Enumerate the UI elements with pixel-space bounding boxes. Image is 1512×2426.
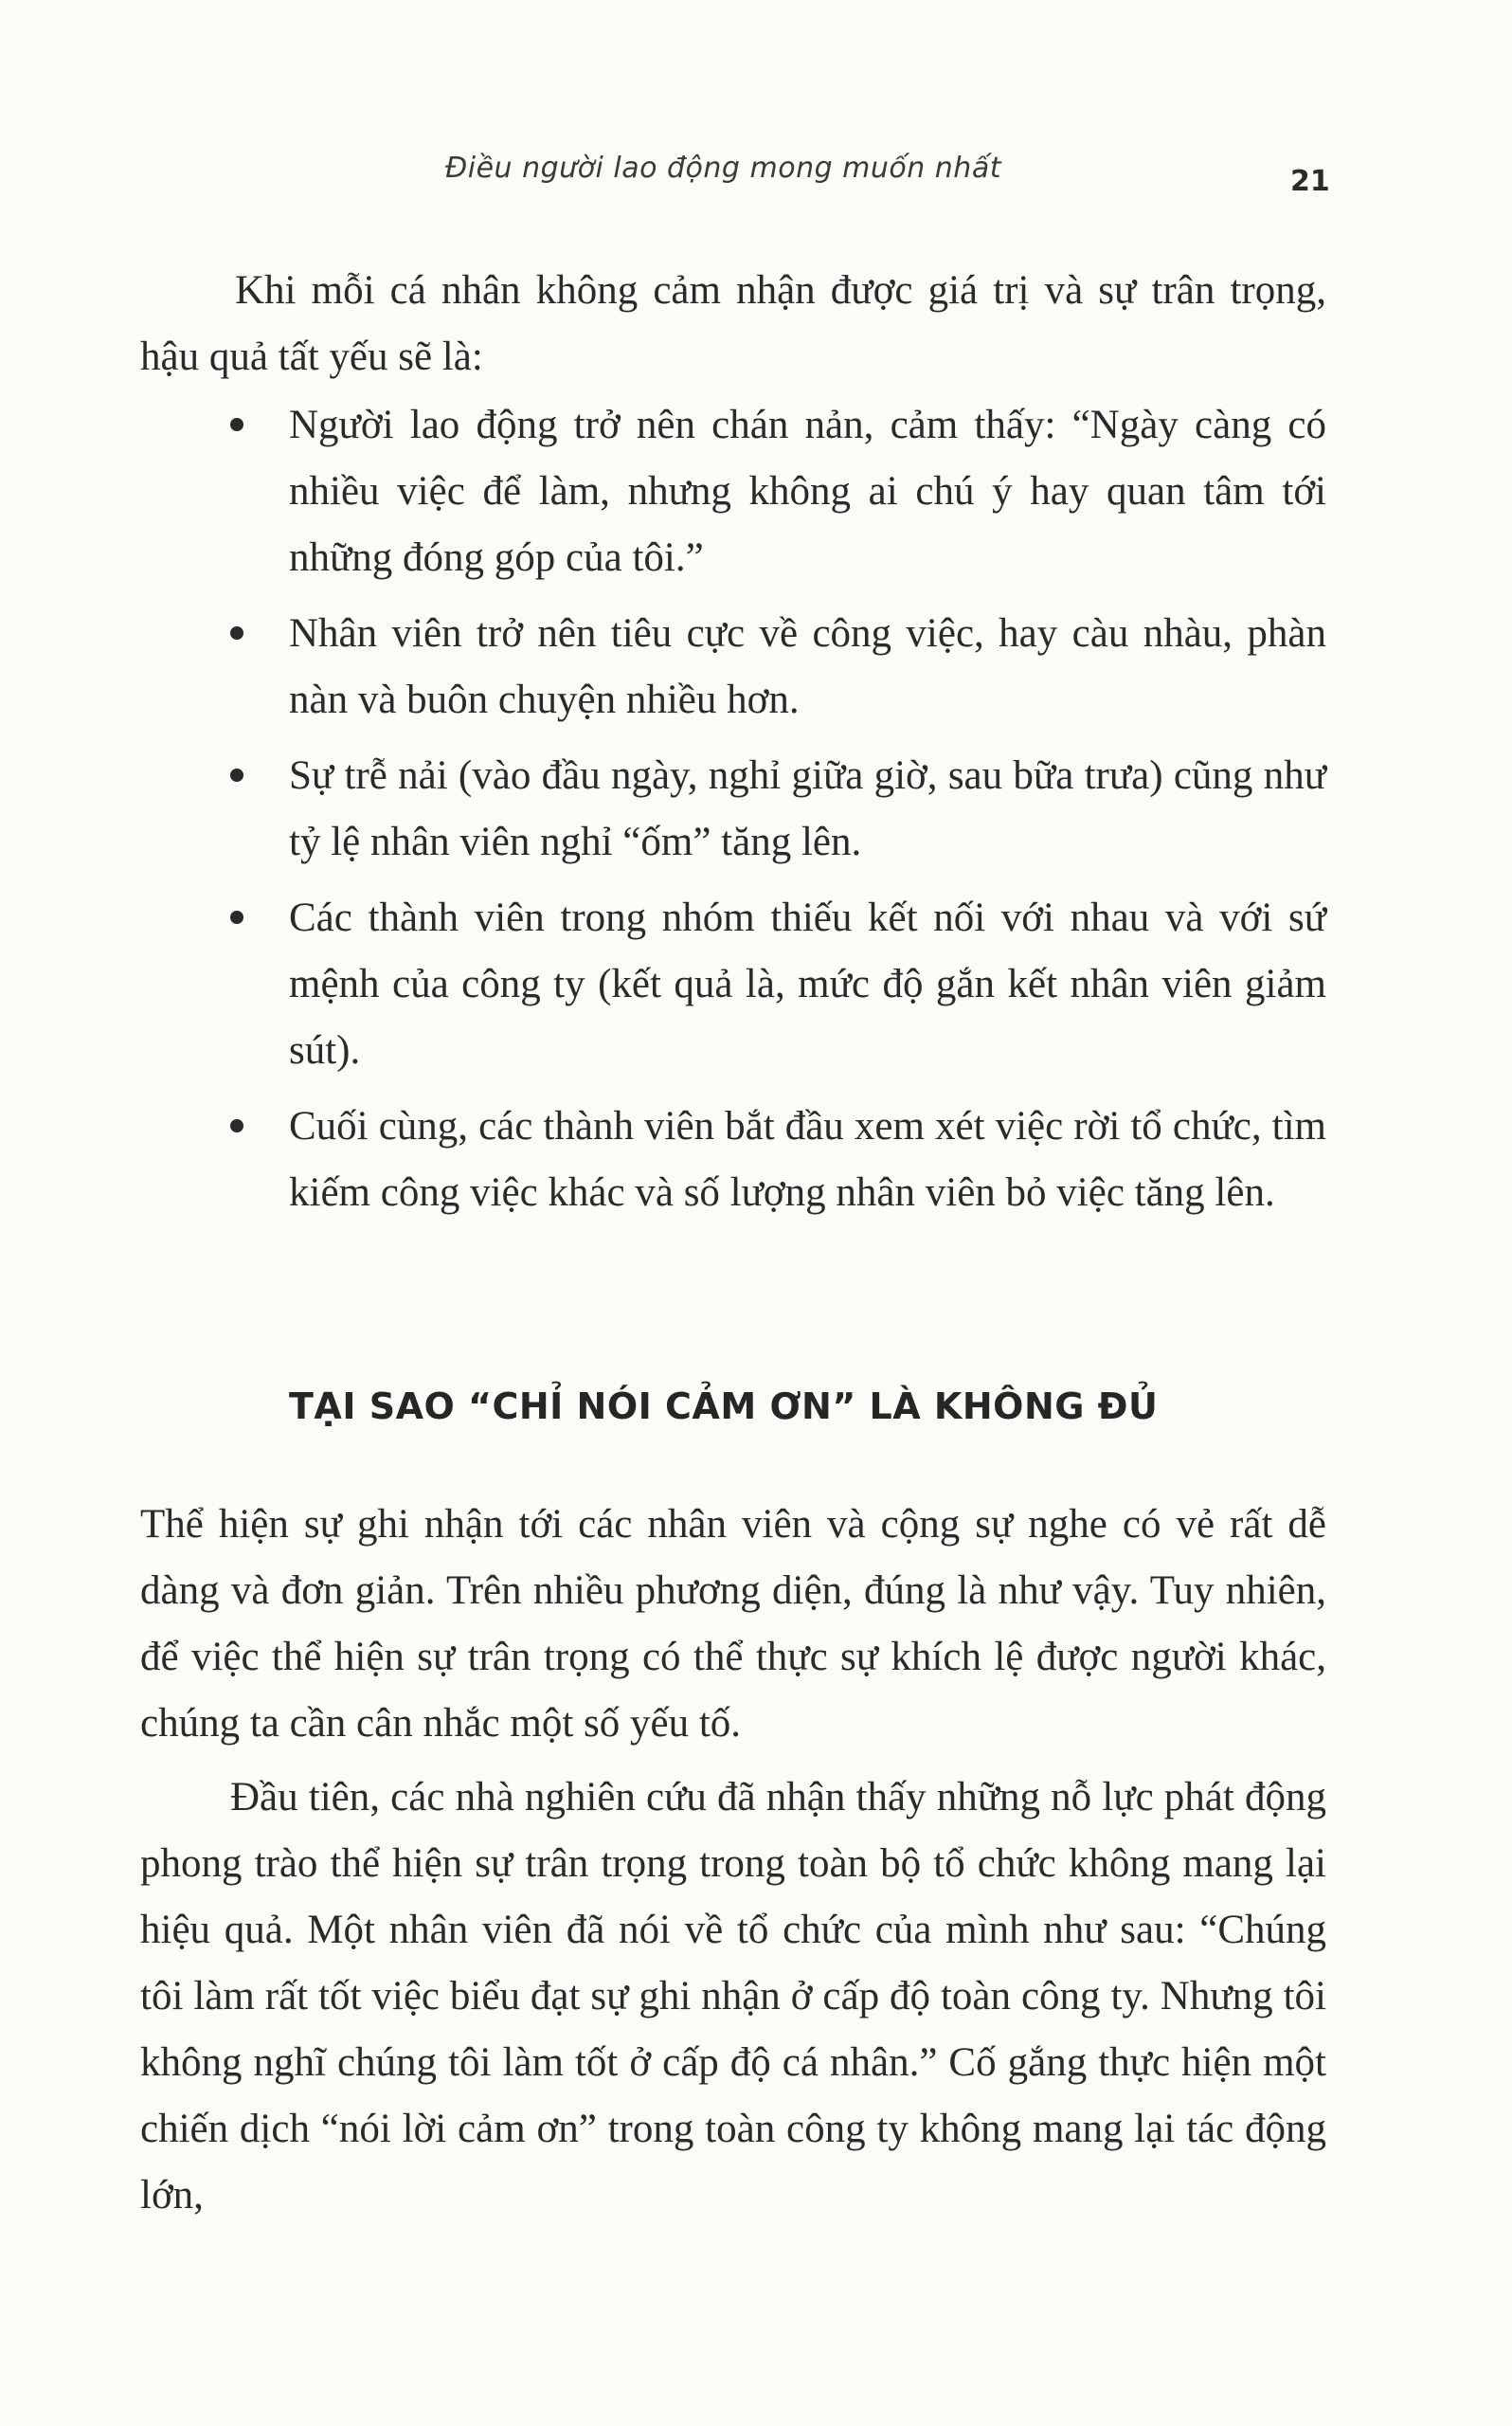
bullet-icon [230,1119,243,1132]
list-item-text: Sự trễ nải (vào đầu ngày, nghỉ giữa giờ, sau bữa trưa) cũng như tỷ lệ nhân viên nghỉ “ốm” tăng lên. [289,753,1326,864]
section-heading: TẠI SAO “CHỈ NÓI CẢM ƠN” LÀ KHÔNG ĐỦ [289,1385,1159,1427]
bullet-icon [230,418,243,431]
list-item [0,743,1326,876]
paragraph-1: Thể hiện sự ghi nhận tới các nhân viên và cộng sự nghe có vẻ rất dễ dàng và đơn giản. Trên nhiều phương diện, đúng là như vậy. Tuy nhiên, để việc thể hiện sự trân trọng có thể thực sự khích lệ được người khác, chúng ta cần cân nhắc một số yếu tố. [140,1502,1326,1746]
page-number: 21 [1290,165,1330,198]
running-title: Điều người lao động mong muốn nhất [445,152,1001,185]
list-item [0,1094,1326,1226]
bullet-icon [230,626,243,640]
list-item [0,885,1326,1084]
bullet-icon [230,911,243,924]
consequences-list [0,392,1512,1236]
list-item-text: Nhân viên trở nên tiêu cực về công việc, hay càu nhàu, phàn nàn và buôn chuyện nhiều hơn. [289,611,1326,722]
intro-paragraph: Khi mỗi cá nhân không cảm nhận được giá trị và sự trân trọng, hậu quả tất yếu sẽ là: [140,268,1326,379]
bullet-icon [230,769,243,782]
list-item [0,601,1326,733]
list-item-text: Người lao động trở nên chán nản, cảm thấy: “Ngày càng có nhiều việc để làm, nhưng không ai chú ý hay quan tâm tới những đóng góp của tôi.” [289,403,1326,580]
list-item [0,392,1326,591]
list-item-text: Cuối cùng, các thành viên bắt đầu xem xét việc rời tổ chức, tìm kiếm công việc khác và số lượng nhân viên bỏ việc tăng lên. [289,1104,1326,1215]
paragraph-2: Đầu tiên, các nhà nghiên cứu đã nhận thấy những nỗ lực phát động phong trào thể hiện sự trân trọng trong toàn bộ tổ chức không mang lại hiệu quả. Một nhân viên đã nói về tổ chức của mình như sau: “Chúng tôi làm rất tốt việc biểu đạt sự ghi nhận ở cấp độ toàn công ty. Nhưng tôi không nghĩ chúng tôi làm tốt ở cấp độ cá nhân.” Cố gắng thực hiện một chiến dịch “nói lời cảm ơn” trong toàn công ty không mang lại tác động lớn, [140,1775,1326,2218]
list-item-text: Các thành viên trong nhóm thiếu kết nối với nhau và với sứ mệnh của công ty (kết quả là, mức độ gắn kết nhân viên giảm sút). [289,896,1326,1073]
page-header [0,142,1512,199]
